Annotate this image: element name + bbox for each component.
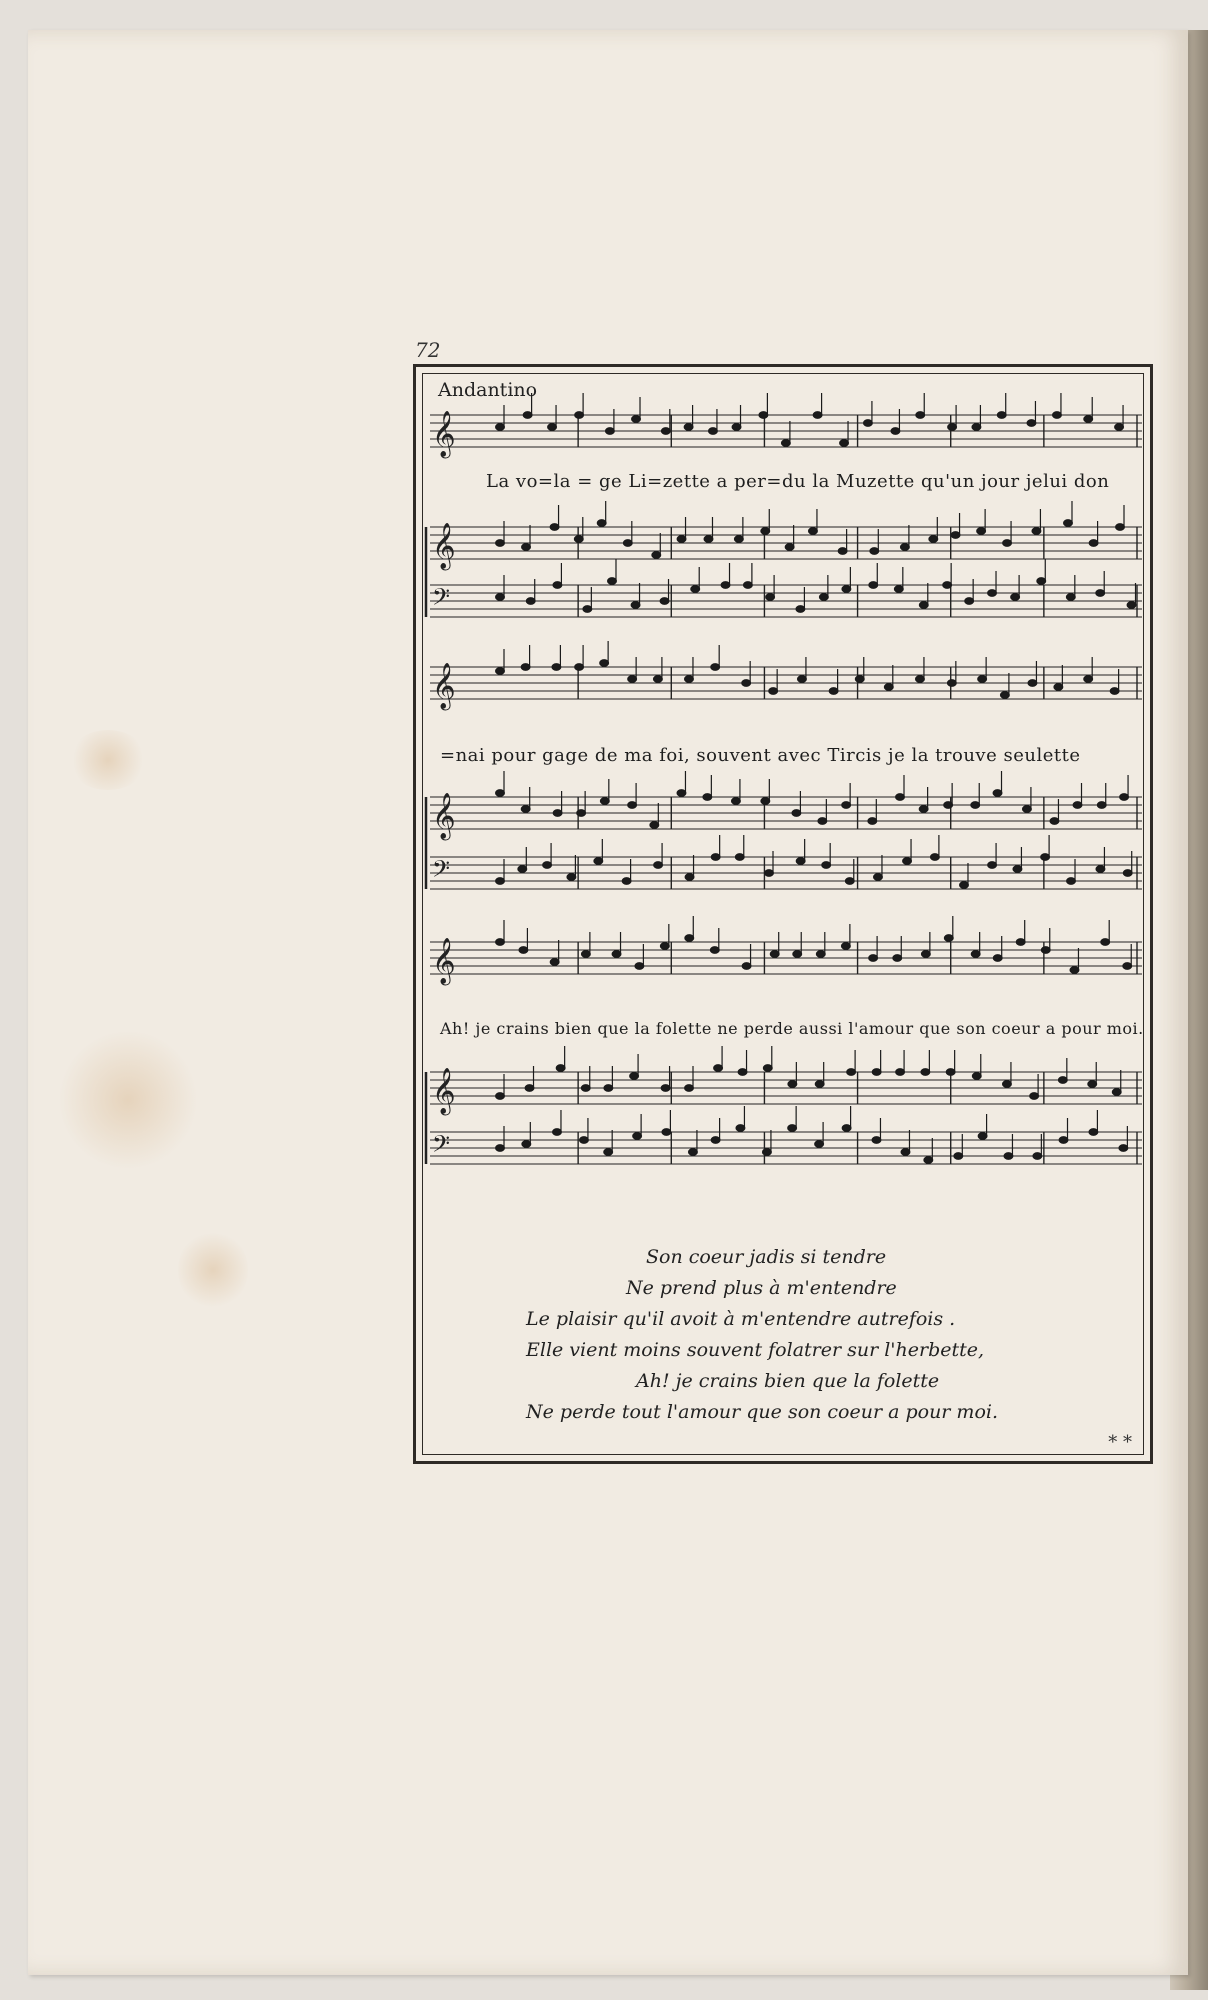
note-head xyxy=(765,870,774,877)
note-head xyxy=(916,412,925,419)
note-head xyxy=(761,798,770,805)
note-head xyxy=(915,676,924,683)
note-head xyxy=(951,532,960,539)
note-head xyxy=(612,951,621,958)
note-head xyxy=(711,664,720,671)
staff xyxy=(430,797,1142,829)
note-head xyxy=(838,548,847,555)
note-head xyxy=(1097,802,1106,809)
note-head xyxy=(600,798,609,805)
note-head xyxy=(948,424,957,431)
note-head xyxy=(1089,540,1098,547)
note-head xyxy=(921,951,930,958)
note-head xyxy=(735,854,744,861)
note-head xyxy=(711,854,720,861)
note-head xyxy=(872,1069,881,1076)
poem-line: Son coeur jadis si tendre xyxy=(646,1246,887,1268)
note-head xyxy=(884,684,893,691)
note-head xyxy=(632,416,641,423)
note-head xyxy=(863,420,872,427)
note-head xyxy=(971,951,980,958)
note-head xyxy=(766,594,775,601)
note-head xyxy=(793,951,802,958)
note-head xyxy=(1050,818,1059,825)
note-head xyxy=(543,862,552,869)
note-head xyxy=(816,951,825,958)
note-head xyxy=(944,935,953,942)
note-head xyxy=(822,862,831,869)
note-head xyxy=(1123,870,1132,877)
note-head xyxy=(1033,1153,1042,1160)
note-head xyxy=(965,598,974,605)
note-head xyxy=(597,520,606,527)
note-head xyxy=(711,1137,720,1144)
note-head xyxy=(628,802,637,809)
note-head xyxy=(944,802,953,809)
note-head xyxy=(1032,528,1041,535)
note-head xyxy=(946,1069,955,1076)
poem-line: Ne perde tout l'amour que son coeur a pour moi. xyxy=(526,1401,999,1423)
note-head xyxy=(519,947,528,954)
note-head xyxy=(677,790,686,797)
note-head xyxy=(895,794,904,801)
note-head xyxy=(685,874,694,881)
note-head xyxy=(710,947,719,954)
note-head xyxy=(788,1081,797,1088)
note-head xyxy=(954,1153,963,1160)
note-head xyxy=(842,586,851,593)
note-head xyxy=(929,536,938,543)
note-head xyxy=(997,412,1006,419)
note-head xyxy=(841,943,850,950)
note-head xyxy=(872,1137,881,1144)
note-head xyxy=(1070,967,1079,974)
note-head xyxy=(742,680,751,687)
note-head xyxy=(704,536,713,543)
treble-clef: 𝄞 xyxy=(432,793,456,839)
note-head xyxy=(661,428,670,435)
note-head xyxy=(921,1069,930,1076)
note-head xyxy=(721,582,730,589)
note-head xyxy=(579,1137,588,1144)
note-head xyxy=(813,412,822,419)
note-head xyxy=(788,1125,797,1132)
note-head xyxy=(993,790,1002,797)
note-head xyxy=(971,802,980,809)
note-head xyxy=(829,688,838,695)
note-head xyxy=(654,862,663,869)
note-head xyxy=(605,428,614,435)
note-head xyxy=(604,1149,613,1156)
note-head xyxy=(1120,794,1129,801)
note-head xyxy=(796,858,805,865)
note-head xyxy=(523,412,532,419)
note-head xyxy=(1013,866,1022,873)
note-head xyxy=(1112,1089,1121,1096)
note-head xyxy=(919,602,928,609)
lyric-line-3: Ah! je crains bien que la folette ne perde aussi l'amour que son coeur a pour moi. xyxy=(440,1019,1144,1038)
note-head xyxy=(1063,520,1072,527)
note-head xyxy=(731,798,740,805)
note-head xyxy=(1030,1093,1039,1100)
note-head xyxy=(792,810,801,817)
note-head xyxy=(993,955,1002,962)
note-head xyxy=(1041,854,1050,861)
note-head xyxy=(978,1133,987,1140)
note-head xyxy=(708,428,717,435)
note-head xyxy=(1003,540,1012,547)
note-head xyxy=(522,544,531,551)
note-head xyxy=(525,1085,534,1092)
note-head xyxy=(691,586,700,593)
foxing-stain xyxy=(68,730,148,790)
note-head xyxy=(1088,1081,1097,1088)
treble-clef: 𝄞 xyxy=(432,938,456,984)
note-head xyxy=(496,790,505,797)
note-head xyxy=(870,548,879,555)
note-head xyxy=(684,676,693,683)
note-head xyxy=(868,818,877,825)
poem-verses xyxy=(526,1242,1086,1428)
ending-ornament: * * xyxy=(1108,1432,1132,1453)
note-head xyxy=(575,412,584,419)
note-head xyxy=(959,882,968,889)
note-head xyxy=(819,594,828,601)
lyric-line-2: =nai pour gage de ma foi, souvent avec Tircis je la trouve seulette xyxy=(440,745,1081,766)
note-head xyxy=(901,1149,910,1156)
note-head xyxy=(873,874,882,881)
note-head xyxy=(815,1141,824,1148)
note-head xyxy=(847,1069,856,1076)
note-head xyxy=(550,959,559,966)
note-head xyxy=(496,424,505,431)
note-head xyxy=(1110,688,1119,695)
note-head xyxy=(635,963,644,970)
note-head xyxy=(736,1125,745,1132)
note-head xyxy=(556,1065,565,1072)
lyric-line-1: La vo=la = ge Li=zette a per=du la Muzette qu'un jour jelui don xyxy=(486,471,1110,492)
note-head xyxy=(1028,680,1037,687)
note-head xyxy=(496,594,505,601)
poem-line: Le plaisir qu'il avoit à m'entendre autrefois . xyxy=(526,1308,956,1330)
note-head xyxy=(567,874,576,881)
note-head xyxy=(714,1065,723,1072)
note-head xyxy=(797,676,806,683)
note-head xyxy=(781,440,790,447)
note-head xyxy=(1041,947,1050,954)
note-head xyxy=(677,536,686,543)
treble-clef: 𝄞 xyxy=(432,663,456,709)
note-head xyxy=(1011,594,1020,601)
note-head xyxy=(842,1125,851,1132)
note-head xyxy=(552,1129,561,1136)
note-head xyxy=(1119,1145,1128,1152)
note-head xyxy=(761,528,770,535)
note-head xyxy=(521,664,530,671)
note-head xyxy=(732,424,741,431)
note-head xyxy=(496,540,505,547)
note-head xyxy=(762,1149,771,1156)
note-head xyxy=(496,1145,505,1152)
foxing-stain xyxy=(178,1230,248,1310)
note-head xyxy=(548,424,557,431)
note-head xyxy=(770,951,779,958)
note-head xyxy=(785,544,794,551)
note-head xyxy=(738,1069,747,1076)
note-head xyxy=(743,582,752,589)
note-head xyxy=(947,680,956,687)
note-head xyxy=(840,440,849,447)
note-head xyxy=(553,582,562,589)
note-head xyxy=(1052,412,1061,419)
note-head xyxy=(808,528,817,535)
note-head xyxy=(734,536,743,543)
note-head xyxy=(652,552,661,559)
note-head xyxy=(661,1085,670,1092)
note-head xyxy=(1101,939,1110,946)
note-head xyxy=(1002,1081,1011,1088)
staff xyxy=(430,942,1142,974)
note-head xyxy=(575,664,584,671)
tempo-marking: Andantino xyxy=(438,379,538,401)
note-head xyxy=(815,1081,824,1088)
note-head xyxy=(526,598,535,605)
note-head xyxy=(550,524,559,531)
note-head xyxy=(891,428,900,435)
note-head xyxy=(604,1085,613,1092)
note-head xyxy=(684,424,693,431)
note-head xyxy=(622,878,631,885)
note-head xyxy=(521,806,530,813)
note-head xyxy=(893,955,902,962)
treble-clef: 𝄞 xyxy=(432,523,456,569)
note-head xyxy=(574,536,583,543)
note-head xyxy=(703,794,712,801)
note-head xyxy=(496,1093,505,1100)
note-head xyxy=(1073,802,1082,809)
note-head xyxy=(662,1129,671,1136)
note-head xyxy=(633,1133,642,1140)
note-head xyxy=(1027,420,1036,427)
note-head xyxy=(1022,806,1031,813)
music-plate xyxy=(413,364,1153,1464)
note-head xyxy=(759,412,768,419)
note-head xyxy=(1016,939,1025,946)
note-head xyxy=(896,1069,905,1076)
note-head xyxy=(623,540,632,547)
note-head xyxy=(630,1073,639,1080)
staff xyxy=(430,857,1142,889)
note-head xyxy=(581,951,590,958)
note-head xyxy=(988,862,997,869)
note-head xyxy=(1037,578,1046,585)
note-head xyxy=(496,939,505,946)
note-head xyxy=(1004,1153,1013,1160)
note-head xyxy=(977,528,986,535)
note-head xyxy=(631,602,640,609)
note-head xyxy=(688,1149,697,1156)
poem-line: Elle vient moins souvent folatrer sur l'herbette, xyxy=(526,1339,985,1361)
note-head xyxy=(818,818,827,825)
note-head xyxy=(577,810,586,817)
note-head xyxy=(553,810,562,817)
poem-line: Ne prend plus à m'entendre xyxy=(626,1277,897,1299)
note-head xyxy=(518,866,527,873)
bass-clef: 𝄢 xyxy=(432,1130,451,1163)
note-head xyxy=(522,1141,531,1148)
note-head xyxy=(763,1065,772,1072)
note-head xyxy=(660,598,669,605)
note-head xyxy=(972,424,981,431)
note-head xyxy=(1127,602,1136,609)
note-head xyxy=(607,578,616,585)
note-head xyxy=(842,802,851,809)
treble-clef: 𝄞 xyxy=(432,411,456,457)
note-head xyxy=(1116,524,1125,531)
note-head xyxy=(496,878,505,885)
note-head xyxy=(742,963,751,970)
note-head xyxy=(496,668,505,675)
note-head xyxy=(594,858,603,865)
note-head xyxy=(869,582,878,589)
note-head xyxy=(1058,1077,1067,1084)
poem-line: Ah! je crains bien que la folette xyxy=(636,1370,940,1392)
note-head xyxy=(685,1085,694,1092)
note-head xyxy=(685,935,694,942)
note-head xyxy=(600,660,609,667)
note-head xyxy=(845,878,854,885)
note-head xyxy=(978,676,987,683)
note-head xyxy=(583,606,592,613)
note-head xyxy=(628,676,637,683)
note-head xyxy=(1000,692,1009,699)
staff xyxy=(430,585,1142,617)
note-head xyxy=(988,590,997,597)
note-head xyxy=(769,688,778,695)
note-head xyxy=(924,1157,933,1164)
note-head xyxy=(1084,676,1093,683)
note-head xyxy=(796,606,805,613)
page-number: 72 xyxy=(415,338,441,362)
note-head xyxy=(650,822,659,829)
note-head xyxy=(653,676,662,683)
note-head xyxy=(552,664,561,671)
note-head xyxy=(1089,1129,1098,1136)
foxing-stain xyxy=(58,1030,198,1170)
note-head xyxy=(1067,878,1076,885)
note-head xyxy=(943,582,952,589)
note-head xyxy=(1084,416,1093,423)
note-head xyxy=(1123,963,1132,970)
treble-clef: 𝄞 xyxy=(432,1068,456,1114)
note-head xyxy=(1054,684,1063,691)
note-head xyxy=(1059,1137,1068,1144)
note-head xyxy=(919,806,928,813)
note-head xyxy=(972,1073,981,1080)
note-head xyxy=(900,544,909,551)
note-head xyxy=(1096,590,1105,597)
bass-clef: 𝄢 xyxy=(432,855,451,888)
note-head xyxy=(855,676,864,683)
note-head xyxy=(1096,866,1105,873)
note-head xyxy=(1066,594,1075,601)
note-head xyxy=(894,586,903,593)
note-head xyxy=(930,854,939,861)
note-head xyxy=(1115,424,1124,431)
note-head xyxy=(903,858,912,865)
note-head xyxy=(660,943,669,950)
note-head xyxy=(869,955,878,962)
note-head xyxy=(581,1085,590,1092)
bass-clef: 𝄢 xyxy=(432,583,451,616)
